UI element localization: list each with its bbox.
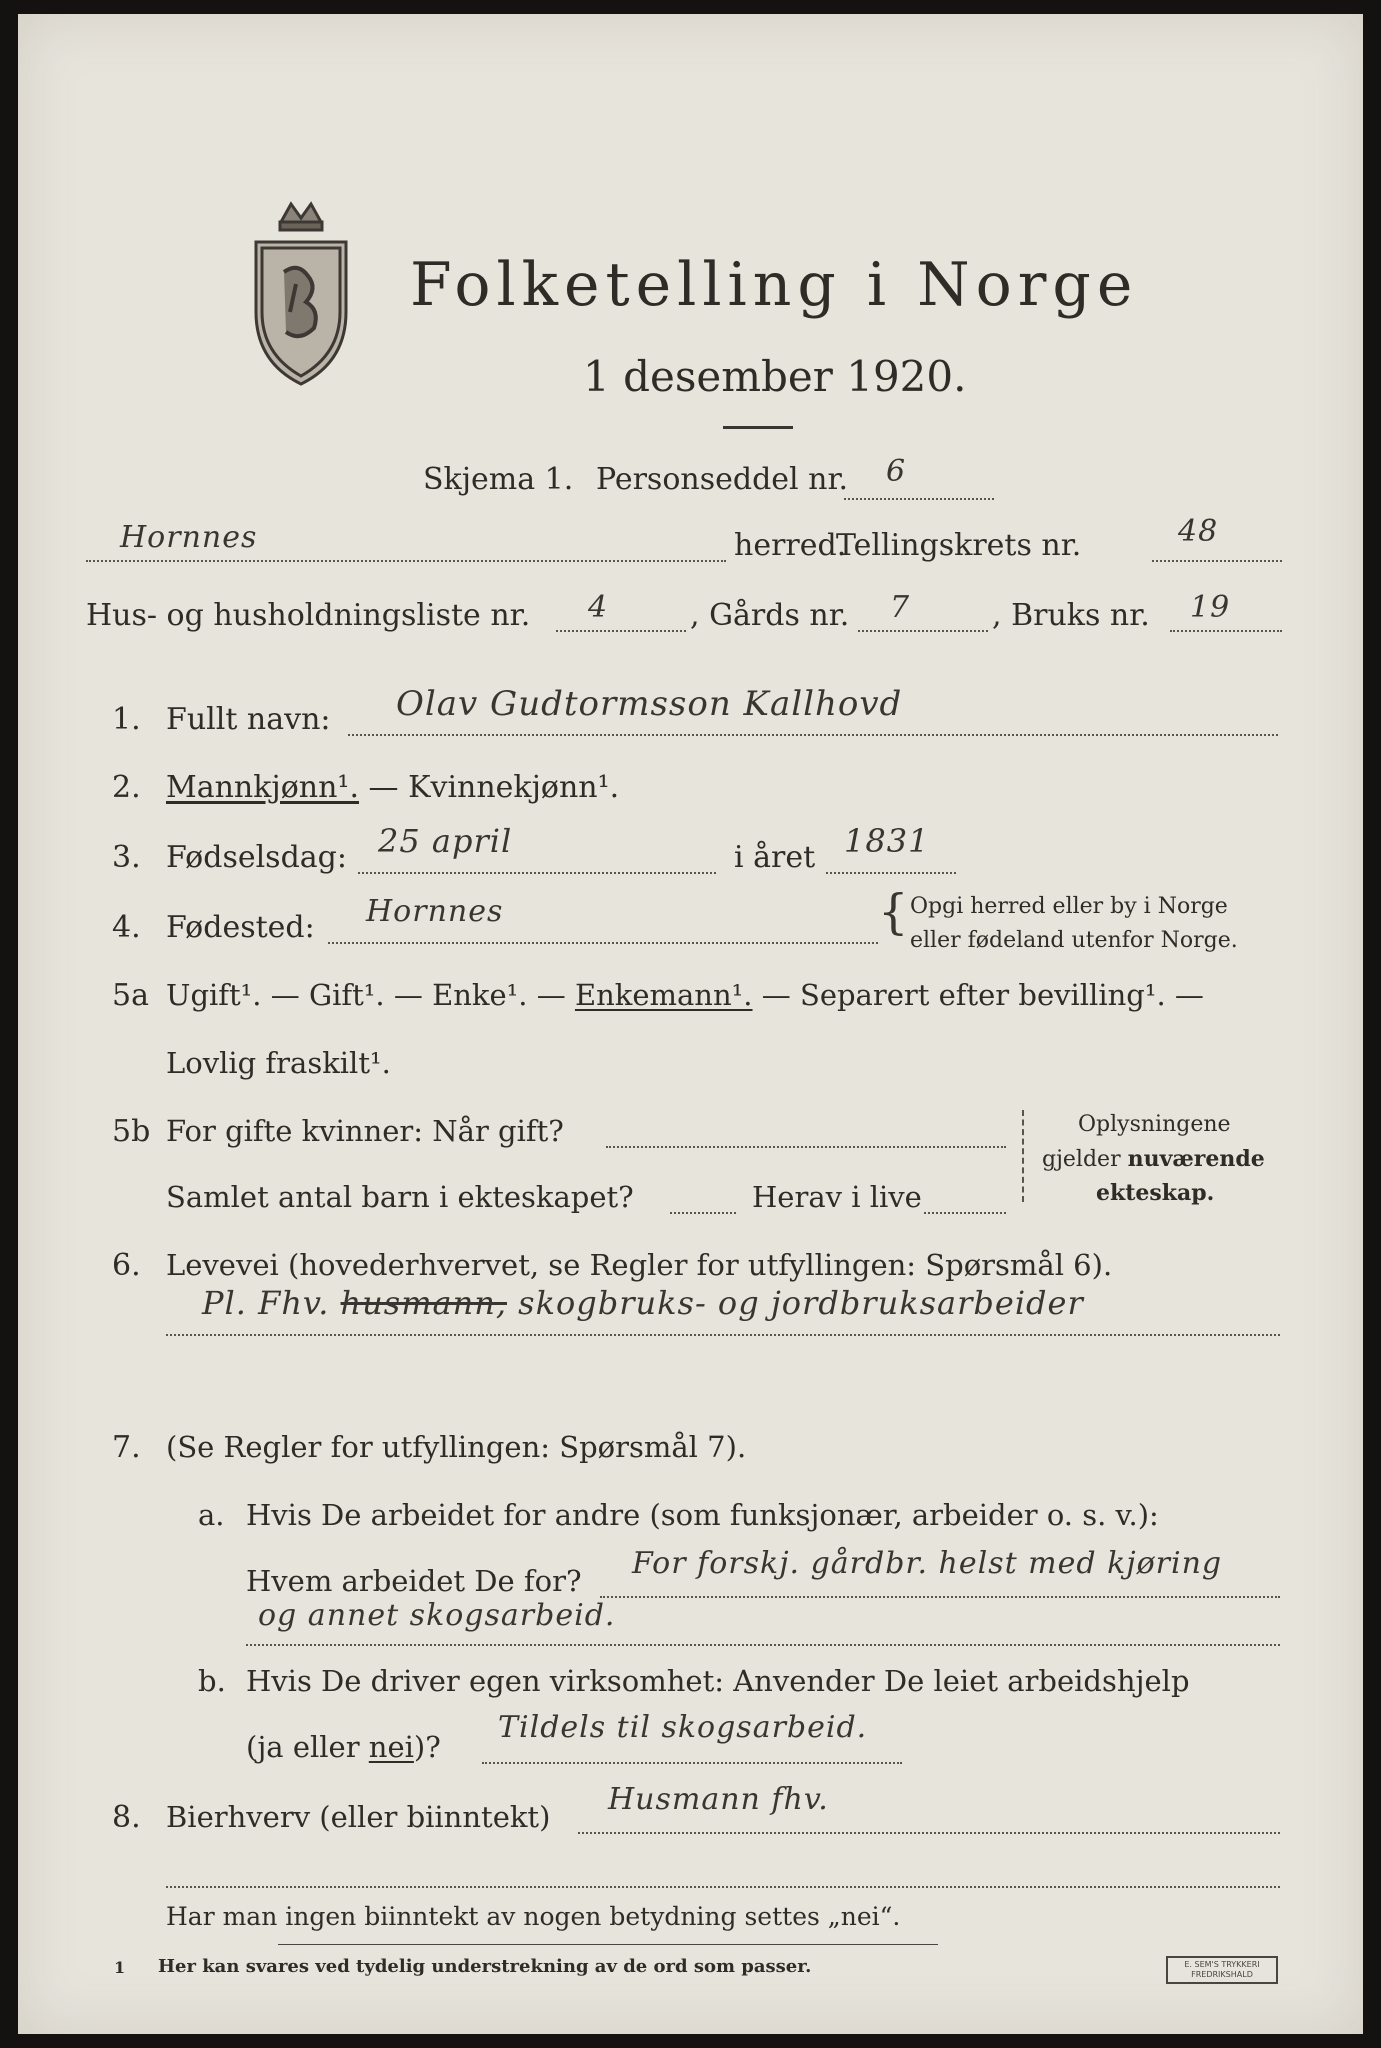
marital-status-options: Ugift¹. — Gift¹. — Enke¹. — Enkemann¹. — Separert efter bevilling¹. — bbox=[166, 978, 1204, 1012]
q7-label: (Se Regler for utfyllingen: Spørsmål 7). bbox=[166, 1430, 747, 1464]
q7b-line-1: Hvis De driver egen virksomhet: Anvender De leiet arbeidshjelp bbox=[246, 1664, 1190, 1698]
q5b-herav: Herav i live bbox=[752, 1180, 922, 1214]
footnote-mark: 1 bbox=[114, 1958, 126, 1977]
form-title: Folketelling i Norge bbox=[410, 250, 1139, 320]
q6-number: 6. bbox=[112, 1248, 141, 1283]
bruks-value: 19 bbox=[1190, 590, 1231, 625]
enke-option: Enke¹. bbox=[432, 978, 528, 1012]
employment-help-value: Tildels til skogsarbeid. bbox=[498, 1710, 868, 1745]
footnote-text: Her kan svares ved tydelig understrekning av de ord som passer. bbox=[158, 1956, 812, 1977]
q1-label: Fullt navn: bbox=[166, 702, 331, 737]
q7a-line-1: Hvis De arbeidet for andre (som funksjonær, arbeider o. s. v.): bbox=[246, 1498, 1159, 1532]
q7-number: 7. bbox=[112, 1430, 141, 1465]
bruks-label: , Bruks nr. bbox=[992, 598, 1150, 633]
q5b-number: 5b bbox=[112, 1114, 151, 1149]
q4-label: Fødested: bbox=[166, 910, 315, 945]
census-form-page: Folketelling i Norge 1 desember 1920. Skjema 1. Personseddel nr. 6 Hornnes herred. Tellingskrets nr. 48 Hus- og husholdningsliste nr. 4 , Gårds nr. 7 , Bruks nr. 19 1. Fullt navn: Olav Gudtormsson Kallhovd 2. Mannkjønn¹. — Kvinnekjønn¹. 3. Fødselsdag: 25 april i året 1831 4. Fødested: Hornnes { Opgi herred eller by i Norge eller fødeland utenfor Norge. 5a Ugift¹. — Gift¹. — Enke¹. — Enkemann¹. — Separert efter bevilling¹. — Lovlig fraskilt¹. 5b For gifte kvinner: Når gift? Samlet antal barn i ekteskapet? Herav i live Oplysningene gjelder nuværende ekteskap. 6. Levevei (hovederhvervet, se Regler for utfyllingen: Spørsmål 6). Pl. Fhv. husmann, skogbruks- og jordbruksarbeider 7. (Se Regler for utfyllingen: Spørsmål 7). a. Hvis De arbeidet for andre (som funksjonær, arbeider o. s. v.): Hvem arbeidet De for? For forskj. gårdbr. helst med kjøring og annet skogsarbeid. b. Hvis De driver egen virksomhet: Anvender De leiet arbeidshjelp (ja eller nei)? Tildels til skogsarbeid. 8. Bierhverv (eller biinntekt) Husmann fhv. Har man ingen biinntekt av nogen betydning settes „nei“. 1 Her kan svares ved tydelig understrekning av de ord som passer. E. SEM'S TRYKKERI FREDRIKSHALD bbox=[18, 14, 1363, 2034]
female-option: Kvinnekjønn¹. bbox=[408, 770, 620, 805]
secondary-income-value: Husmann fhv. bbox=[608, 1782, 829, 1817]
personseddel-value: 6 bbox=[886, 454, 907, 489]
q4-number: 4. bbox=[112, 910, 141, 945]
lovlig-fraskilt-option: Lovlig fraskilt¹. bbox=[166, 1046, 391, 1080]
personseddel-label: Personseddel nr. bbox=[596, 462, 849, 497]
q3-number: 3. bbox=[112, 840, 141, 875]
q7a-line-2: Hvem arbeidet De for? bbox=[246, 1564, 582, 1598]
employer-value-line-2: og annet skogsarbeid. bbox=[258, 1598, 616, 1633]
footer-note: Har man ingen biinntekt av nogen betydning settes „nei“. bbox=[166, 1902, 901, 1931]
enkemann-option: Enkemann¹. bbox=[574, 978, 753, 1012]
tellingskrets-label: Tellingskrets nr. bbox=[836, 528, 1082, 563]
gards-value: 7 bbox=[890, 590, 911, 625]
herred-value: Hornnes bbox=[120, 520, 258, 555]
coat-of-arms-icon bbox=[246, 192, 356, 392]
q7b-number: b. bbox=[198, 1664, 226, 1698]
male-option: Mannkjønn¹. bbox=[166, 770, 359, 805]
skjema-label: Skjema 1. bbox=[423, 462, 574, 497]
husliste-value: 4 bbox=[588, 590, 609, 625]
birthplace-value: Hornnes bbox=[366, 894, 504, 929]
q5a-number: 5a bbox=[112, 978, 149, 1013]
q2-options: Mannkjønn¹. — Kvinnekjønn¹. bbox=[166, 770, 620, 805]
q3-label: Fødselsdag: bbox=[166, 840, 347, 875]
q7b-line-2: (ja eller nei)? bbox=[246, 1730, 441, 1764]
q8-label: Bierhverv (eller biinntekt) bbox=[166, 1800, 551, 1834]
q6-label: Levevei (hovederhvervet, se Regler for utfyllingen: Spørsmål 6). bbox=[166, 1248, 1113, 1282]
q5b-side-note-3: ekteskap. bbox=[1096, 1180, 1215, 1206]
full-name-value: Olav Gudtormsson Kallhovd bbox=[396, 684, 903, 724]
q7a-number: a. bbox=[198, 1498, 225, 1532]
birthyear-value: 1831 bbox=[844, 822, 930, 860]
tellingskrets-value: 48 bbox=[1178, 514, 1219, 549]
birthplace-note-2: eller fødeland utenfor Norge. bbox=[910, 928, 1238, 953]
gift-option: Gift¹. bbox=[308, 978, 385, 1012]
gards-label: , Gårds nr. bbox=[690, 598, 850, 633]
q2-number: 2. bbox=[112, 770, 141, 805]
printer-stamp: E. SEM'S TRYKKERI FREDRIKSHALD bbox=[1166, 1956, 1278, 1984]
year-label: i året bbox=[734, 840, 816, 875]
q1-number: 1. bbox=[112, 702, 141, 737]
q5b-line-2: Samlet antal barn i ekteskapet? bbox=[166, 1180, 634, 1214]
title-divider bbox=[723, 426, 793, 429]
q8-number: 8. bbox=[112, 1800, 141, 1835]
husliste-label: Hus- og husholdningsliste nr. bbox=[86, 598, 531, 633]
form-date: 1 desember 1920. bbox=[583, 352, 967, 401]
employer-value-line-1: For forskj. gårdbr. helst med kjøring bbox=[632, 1546, 1223, 1581]
ugift-option: Ugift¹. bbox=[166, 978, 262, 1012]
q5b-side-note-2: gjelder nuværende bbox=[1042, 1146, 1265, 1172]
birthplace-note-1: Opgi herred eller by i Norge bbox=[910, 894, 1228, 919]
birthdate-value: 25 april bbox=[378, 822, 513, 860]
separert-option: Separert efter bevilling¹. bbox=[799, 978, 1166, 1012]
occupation-value: Pl. Fhv. husmann, skogbruks- og jordbruksarbeider bbox=[202, 1284, 1084, 1322]
q5b-line-1: For gifte kvinner: Når gift? bbox=[166, 1114, 564, 1148]
herred-label: herred. bbox=[734, 528, 847, 563]
q5b-side-note-1: Oplysningene bbox=[1078, 1112, 1231, 1137]
